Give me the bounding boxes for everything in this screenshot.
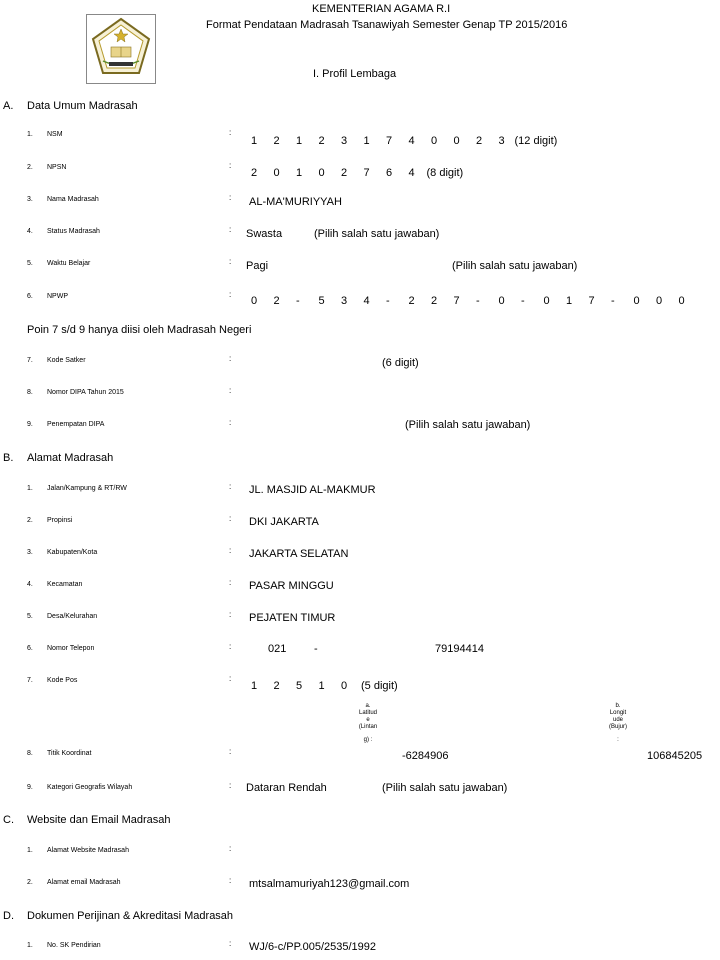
colon: :	[229, 161, 232, 170]
npwp-digits	[251, 291, 689, 309]
email-value: mtsalmamuriyah123@gmail.com	[249, 878, 410, 890]
row-number: 6.	[27, 293, 33, 300]
desa-label: Desa/Kelurahan	[47, 613, 98, 620]
sk-label: No. SK Pendirian	[47, 942, 101, 949]
nsm-digit: 2	[273, 135, 280, 147]
row-number: 9.	[27, 784, 33, 791]
profile-title: I. Profil Lembaga	[313, 68, 397, 80]
kecamatan-label: Kecamatan	[47, 581, 83, 588]
waktu-value: Pagi	[246, 260, 269, 272]
telepon-label: Nomor Telepon	[47, 645, 95, 652]
colon: :	[229, 257, 232, 266]
kodepos-label: Kode Pos	[47, 677, 78, 684]
row-number: 7.	[27, 357, 33, 364]
npsn-digit: 0	[273, 167, 280, 179]
npwp-char: 2	[273, 295, 280, 307]
npwp-char: 0	[543, 295, 550, 307]
caption-line: ude	[612, 717, 623, 723]
kodepos-note: (5 digit)	[361, 680, 398, 692]
npsn-digit: 4	[408, 167, 415, 179]
colon: :	[229, 514, 232, 523]
kodepos-digit: 1	[318, 680, 325, 692]
nsm-note: (12 digit)	[514, 135, 558, 147]
website-label: Alamat Website Madrasah	[47, 847, 129, 854]
row-number: 2.	[27, 879, 33, 886]
colon: :	[229, 225, 232, 234]
colon: :	[229, 939, 232, 948]
longitude-value: 106845205	[647, 750, 703, 762]
jalan-label: Jalan/Kampung & RT/RW	[47, 485, 127, 492]
npwp-char: 0	[656, 295, 663, 307]
npwp-char: 4	[363, 295, 370, 307]
dipa-label: Nomor DIPA Tahun 2015	[47, 389, 124, 396]
nsm-digit: 0	[453, 135, 460, 147]
penempatan-label: Penempatan DIPA	[47, 421, 105, 428]
nama-label: Nama Madrasah	[47, 196, 99, 203]
row-number: 1.	[27, 847, 33, 854]
colon: :	[229, 354, 232, 363]
kodepos-digit: 1	[251, 680, 258, 692]
row-number: 7.	[27, 677, 33, 684]
kecamatan-value: PASAR MINGGU	[249, 580, 334, 592]
colon: :	[229, 642, 232, 651]
npwp-char: -	[521, 295, 525, 307]
telepon-dash: -	[314, 643, 318, 655]
npwp-char: 2	[408, 295, 415, 307]
nsm-digit: 4	[408, 135, 415, 147]
colon: :	[229, 747, 232, 756]
ministry-emblem-icon	[87, 15, 155, 83]
caption-line: Latitud	[358, 710, 377, 716]
nsm-digit: 3	[341, 135, 348, 147]
colon: :	[229, 482, 232, 491]
section-a-letter: A.	[3, 100, 14, 112]
satker-note: (6 digit)	[382, 357, 419, 369]
kodepos-digit: 2	[273, 680, 280, 692]
npsn-digit: 6	[386, 167, 393, 179]
nama-value: AL-MA'MURIYYAH	[249, 196, 342, 208]
colon: :	[229, 674, 232, 683]
caption-line: Longit	[609, 710, 627, 716]
ministry-logo	[86, 14, 156, 84]
telepon-number: 79194414	[435, 643, 484, 655]
caption-line: (Bujur)	[608, 724, 627, 730]
nsm-digit: 2	[318, 135, 325, 147]
npwp-char: 7	[453, 295, 460, 307]
colon: :	[229, 193, 232, 202]
propinsi-label: Propinsi	[47, 517, 73, 524]
section-a-title: Data Umum Madrasah	[27, 100, 138, 112]
nsm-digit: 2	[476, 135, 483, 147]
row-number: 8.	[27, 750, 33, 757]
row-number: 6.	[27, 645, 33, 652]
kodepos-digits	[251, 676, 398, 694]
kabupaten-value: JAKARTA SELATAN	[249, 548, 349, 560]
waktu-label: Waktu Belajar	[47, 260, 91, 267]
caption-line: b.	[615, 703, 621, 709]
nsm-digit: 1	[363, 135, 370, 147]
satker-label: Kode Satker	[47, 357, 86, 364]
npsn-label: NPSN	[47, 164, 67, 171]
npwp-char: 2	[431, 295, 438, 307]
colon: :	[229, 546, 232, 555]
caption-line: a.	[365, 703, 371, 709]
row-number: 8.	[27, 389, 33, 396]
kodepos-digit: 0	[341, 680, 348, 692]
row-number: 5.	[27, 613, 33, 620]
koordinat-label: Titik Koordinat	[47, 750, 92, 757]
caption-line: (Lintan	[358, 724, 378, 730]
latitude-value: -6284906	[402, 750, 449, 762]
npwp-char: -	[476, 295, 480, 307]
row-number: 1.	[27, 942, 33, 949]
negeri-note: Poin 7 s/d 9 hanya diisi oleh Madrasah Negeri	[27, 324, 252, 336]
npwp-char: 5	[318, 295, 325, 307]
geografis-value: Dataran Rendah	[246, 782, 327, 794]
npwp-char: 0	[678, 295, 685, 307]
npsn-digit: 2	[251, 167, 258, 179]
row-number: 5.	[27, 260, 33, 267]
propinsi-value: DKI JAKARTA	[249, 516, 319, 528]
row-number: 2.	[27, 164, 33, 171]
row-number: 4.	[27, 581, 33, 588]
row-number: 3.	[27, 549, 33, 556]
status-label: Status Madrasah	[47, 228, 100, 235]
npwp-label: NPWP	[47, 293, 68, 300]
npwp-char: -	[296, 295, 300, 307]
longitude-caption	[604, 703, 632, 744]
latitude-caption	[354, 703, 382, 744]
npsn-digit: 7	[363, 167, 370, 179]
npsn-note: (8 digit)	[426, 167, 464, 179]
npwp-char: 7	[588, 295, 595, 307]
nsm-digits	[251, 131, 557, 149]
colon: :	[229, 418, 232, 427]
nsm-digit: 0	[431, 135, 438, 147]
row-number: 9.	[27, 421, 33, 428]
colon: :	[229, 386, 232, 395]
row-number: 3.	[27, 196, 33, 203]
nsm-digit: 1	[296, 135, 303, 147]
colon: :	[229, 781, 232, 790]
sk-value: WJ/6-c/PP.005/2535/1992	[249, 941, 376, 953]
npsn-digit: 2	[341, 167, 348, 179]
caption-line: :	[617, 737, 619, 743]
telepon-area: 021	[268, 643, 287, 655]
npwp-char: 3	[341, 295, 348, 307]
geografis-note: (Pilih salah satu jawaban)	[382, 782, 508, 794]
npwp-char: -	[386, 295, 390, 307]
section-d-letter: D.	[3, 910, 14, 922]
section-c-title: Website dan Email Madrasah	[27, 814, 171, 826]
status-note: (Pilih salah satu jawaban)	[314, 228, 440, 240]
kabupaten-label: Kabupaten/Kota	[47, 549, 98, 556]
email-label: Alamat email Madrasah	[47, 879, 121, 886]
colon: :	[229, 610, 232, 619]
npwp-char: 0	[498, 295, 505, 307]
colon: :	[229, 128, 232, 137]
row-number: 2.	[27, 517, 33, 524]
nsm-digit: 7	[386, 135, 393, 147]
npsn-digit: 1	[296, 167, 303, 179]
row-number: 4.	[27, 228, 33, 235]
npsn-digit: 0	[318, 167, 325, 179]
npwp-char: -	[611, 295, 615, 307]
waktu-note: (Pilih salah satu jawaban)	[452, 260, 578, 272]
row-number: 1.	[27, 131, 33, 138]
nsm-digit: 1	[251, 135, 258, 147]
npwp-char: 1	[566, 295, 573, 307]
caption-line: e	[366, 717, 370, 723]
section-d-title: Dokumen Perijinan & Akreditasi Madrasah	[27, 910, 234, 922]
section-b-letter: B.	[3, 452, 14, 464]
npwp-char: 0	[251, 295, 258, 307]
section-c-letter: C.	[3, 814, 14, 826]
penempatan-note: (Pilih salah satu jawaban)	[405, 419, 531, 431]
colon: :	[229, 844, 232, 853]
caption-line: g) :	[363, 737, 373, 743]
section-b-title: Alamat Madrasah	[27, 452, 114, 464]
colon: :	[229, 290, 232, 299]
nsm-digit: 3	[498, 135, 505, 147]
npsn-digits	[251, 163, 463, 181]
geografis-label: Kategori Geografis Wilayah	[47, 784, 133, 791]
format-title: Format Pendataan Madrasah Tsanawiyah Semester Genap TP 2015/2016	[206, 19, 568, 31]
colon: :	[229, 578, 232, 587]
npwp-char: 0	[633, 295, 640, 307]
jalan-value: JL. MASJID AL-MAKMUR	[249, 484, 376, 496]
org-title: KEMENTERIAN AGAMA R.I	[312, 3, 451, 15]
status-value: Swasta	[246, 228, 283, 240]
kodepos-digit: 5	[296, 680, 303, 692]
nsm-label: NSM	[47, 131, 63, 138]
desa-value: PEJATEN TIMUR	[249, 612, 336, 624]
row-number: 1.	[27, 485, 33, 492]
colon: :	[229, 876, 232, 885]
